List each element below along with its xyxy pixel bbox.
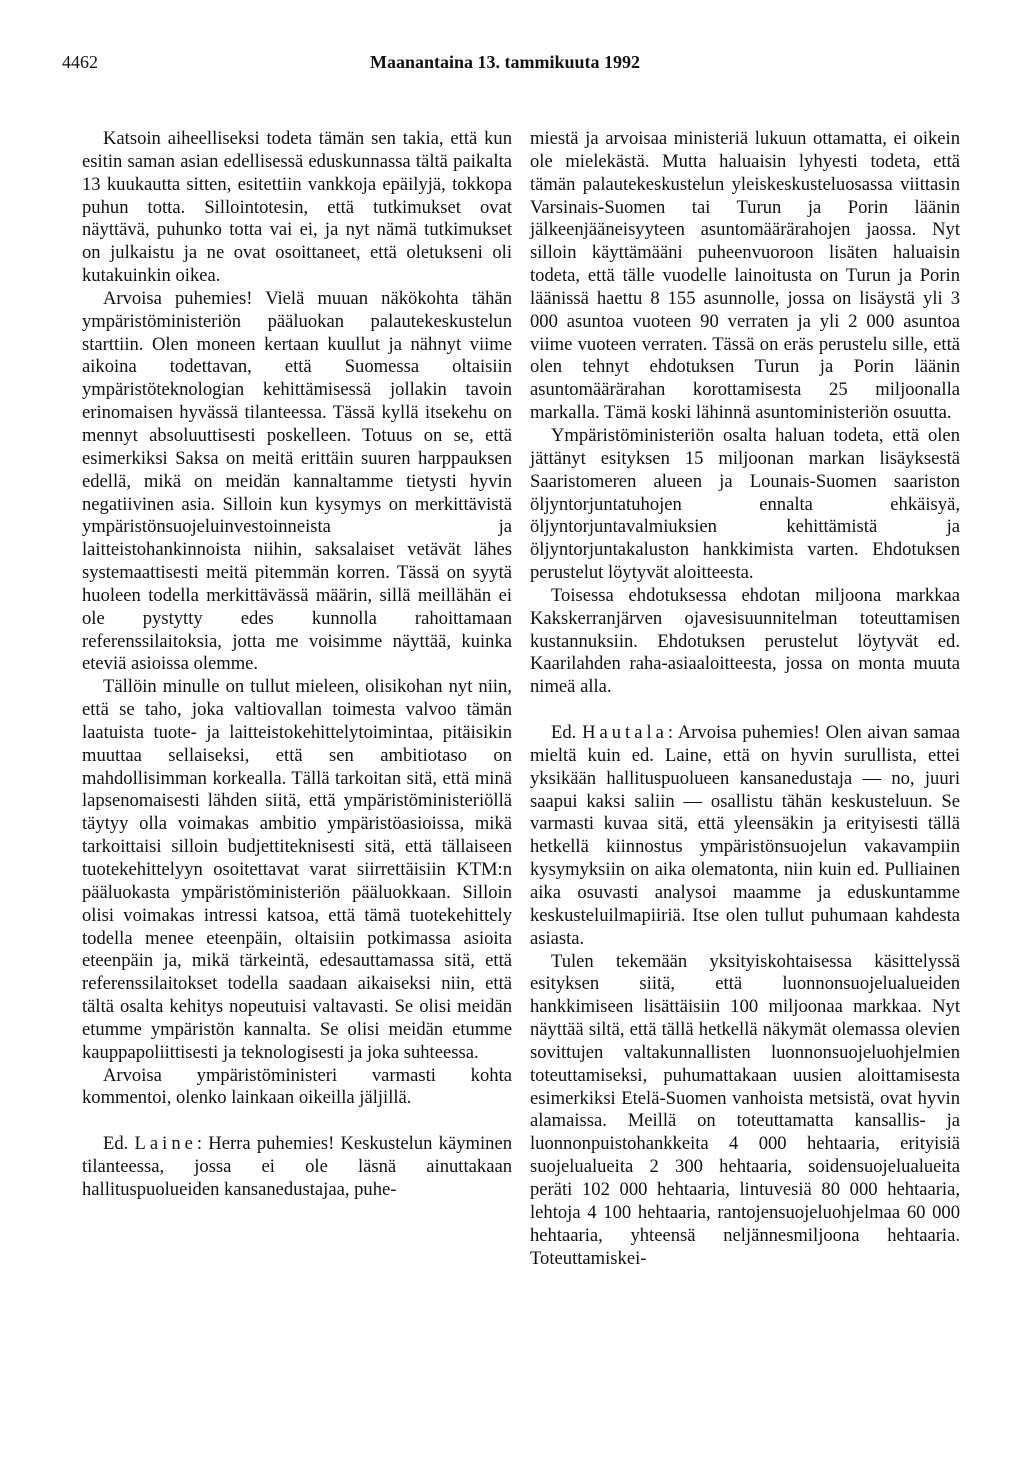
right-column: [530, 128, 960, 1270]
page-number: 4462: [62, 52, 98, 72]
speech-text: : Arvoisa puhemies! Olen aivan samaa mieltä kuin ed. Laine, että on hyvin surullista, ettei yksikään hallituspuolueen kansanedustaja — no, juuri saapui kaksi saliin — osallistu tähän keskusteluun. Se varmasti kuvaa sitä, että yleensäkin ja erityisesti tällä hetkellä kiinnostus ympäristönsuojelun vakavampiin kysymyksiin on aika olematonta, niin kuin ed. Pulliainen aika osuvasti analysoi maamme ja eduskuntamme keskusteluilmapiiriä. Itse olen tullut puhumaan kahdesta asiasta.: [530, 722, 960, 949]
paragraph: Tulen tekemään yksityiskohtaisessa käsittelyssä esityksen siitä, että luonnonsuojelualueiden hankkimiseen lisättäisiin 100 miljoonaa markkaa. Nyt näyttää siltä, että tällä hetkellä näkymät olemassa olevien sovittujen valtakunnallisten luonnonsuojeluohjelmien toteuttamiseksi, puhumattakaan uusien aloittamisesta esimerkiksi Etelä-Suomen vanhoista metsistä, ovat hyvin alamaissa. Meillä on toteuttamatta kansallis- ja luonnonpuistohankkeita 4 000 hehtaaria, erityisiä suojelualueita 2 300 hehtaaria, soidensuojelualueita peräti 102 000 hehtaaria, lintuvesiä 80 000 hehtaaria, lehtoja 4 100 hehtaaria, rantojensuojeluohjelmaa 60 000 hehtaaria, yhteensä neljännesmiljoona hehtaaria. Toteuttamiskei-: [530, 950, 960, 1269]
speech-text: : Herra puhemies! Keskustelun käyminen tilanteessa, jossa ei ole läsnä ainuttakaan hallituspuolueiden kansanedustajaa, puhe-: [82, 1133, 512, 1200]
paragraph: Arvoisa puhemies! Vielä muuan näkökohta tähän ympäristöministeriön pääluokan palautekeskustelun starttiin. Olen moneen kertaan kuullut ja nähnyt viime aikoina todettavan, että Suomessa oltaisiin ympäristöteknologian kehittämisessä jollakin tavoin erinomaisen hyvässä tilanteessa. Tässä kyllä itsekehu on mennyt absoluuttisesti poskelleen. Totuus on se, että esimerkiksi Saksa on meitä erittäin suuren harppauksen edellä, mikä on meidän kannaltamme tietysti hyvin negatiivinen asia. Silloin kun kysymys on merkittävistä ympäristönsuojeluinvestoinneista ja laitteistohankinnoista niihin, saksalaiset vetävät lähes systemaattisesti meitä pitemmän korren. Tässä on syytä huoleen todella merkittävässä määrin, sillä meillähän ei ole pystytty edes kunnolla rahoittamaan referenssilaitoksia, jotta me voisimme näyttää, kuinka eteviä asioissa olemme.: [82, 287, 512, 675]
paragraph: miestä ja arvoisaa ministeriä lukuun ottamatta, ei oikein ole mielekästä. Mutta haluaisin lyhyesti todeta, että tämän palautekeskustelun yleiskeskusteluosassa viittasin Varsinais-Suomen tai Turun ja Porin läänin jälkeenjääneisyyteen asuntomäärärahojen jaossa. Nyt silloin käyttämääni puheenvuoroon lisäten haluaisin todeta, että tälle vuodelle lainoitusta on Turun ja Porin läänissä haettu 8 155 asunnolle, jossa on lisäystä yli 3 000 asuntoa vuoteen 90 verraten ja yli 2 000 asuntoa viime vuoteen verraten. Tässä on eräs perustelu sille, että olen tehnyt ehdotuksen Turun ja Porin läänin asuntomäärärahan korottamisesta 25 miljoonalla markalla. Tämä koski lähinnä asuntoministeriön osuutta.: [530, 128, 960, 424]
speaker-prefix: Ed.: [103, 1133, 129, 1155]
paragraph: Katsoin aiheelliseksi todeta tämän sen takia, että kun esitin saman asian edellisessä eduskunnassa tältä paikalta 13 kuukautta sitten, esitettiin vankkoja epäilyjä, tokkopa puhun totta. Sillointotesin, että tutkimukset ovat näyttävä, puhunko totta vai ei, ja nyt nämä tutkimukset on julkaistu ja ne ovat osoittaneet, että oletukseni oli kutakuinkin oikea.: [82, 128, 512, 287]
speaker-prefix: Ed.: [551, 722, 577, 744]
page-header: [62, 52, 962, 82]
paragraph: Arvoisa ympäristöministeri varmasti kohta kommentoi, olenko lainkaan oikeilla jäljillä.: [82, 1064, 512, 1109]
paragraph: Toisessa ehdotuksessa ehdotan miljoona markkaa Kakskerranjärven ojavesisuunnitelman toteuttamisen kustannuksiin. Ehdotuksen perustelut löytyvät ed. Kaarilahden raha-asiaaloitteesta, jossa on monta muuta nimeä alla.: [530, 584, 960, 698]
speaker-paragraph-laine: [82, 1133, 512, 1202]
speaker-name-laine: Laine: [134, 1133, 197, 1155]
speaker-paragraph-hautala: [530, 722, 960, 950]
left-column: [82, 128, 512, 1202]
speaker-name-hautala: Hautala: [582, 722, 668, 744]
paragraph: Tällöin minulle on tullut mieleen, olisikohan nyt niin, että se taho, joka valtiovallan toimesta valvoo tämän laatuista tuote- ja laitteistokehittelytoimintaa, pitäisikin muuttaa sellaiseksi, että sen ambitiotaso on mahdollisimman korkealla. Tällä tarkoitan sitä, että minä lapsenomaisesti lähden siitä, että ympäristöministeriöllä täytyy olla voimakas ambitio ympäristöasioissa, mikä tarkoittaisi silloin budjettiteknisesti sitä, että tällaiseen tuotekehittelyyn osoitettavat varat siirrettäisiin KTM:n pääluokasta ympäristöministeriön pääluokkaan. Silloin olisi voimakas intressi katsoa, että tämä tuotekehittely todella menee eteenpäin, oltaisiin potkimassa asioita eteenpäin ja, mikä tärkeintä, edesauttamassa sitä, että referenssilaitokset todella saadaan aikaiseksi niin, että tältä osalta kehitys nopeutuisi valtavasti. Se olisi meidän etumme ympäristön kannalta. Se olisi meidän etumme kauppapoliittisesti ja teknologisesti ja joka suhteessa.: [82, 676, 512, 1063]
speaker-gap: [82, 1110, 512, 1133]
paragraph: Ympäristöministeriön osalta haluan todeta, että olen jättänyt esityksen 15 miljoonan markan lisäyksestä Saaristomeren alueen ja Lounais-Suomen saariston öljyntorjuntatuhojen ennalta ehkäisyä, öljyntorjuntavalmiuksien kehittämistä ja öljyntorjuntakaluston hankkimista varten. Ehdotuksen perustelut löytyvät aloitteesta.: [530, 424, 960, 584]
speaker-gap: [530, 699, 960, 722]
running-head-date: Maanantaina 13. tammikuuta 1992: [370, 52, 641, 72]
